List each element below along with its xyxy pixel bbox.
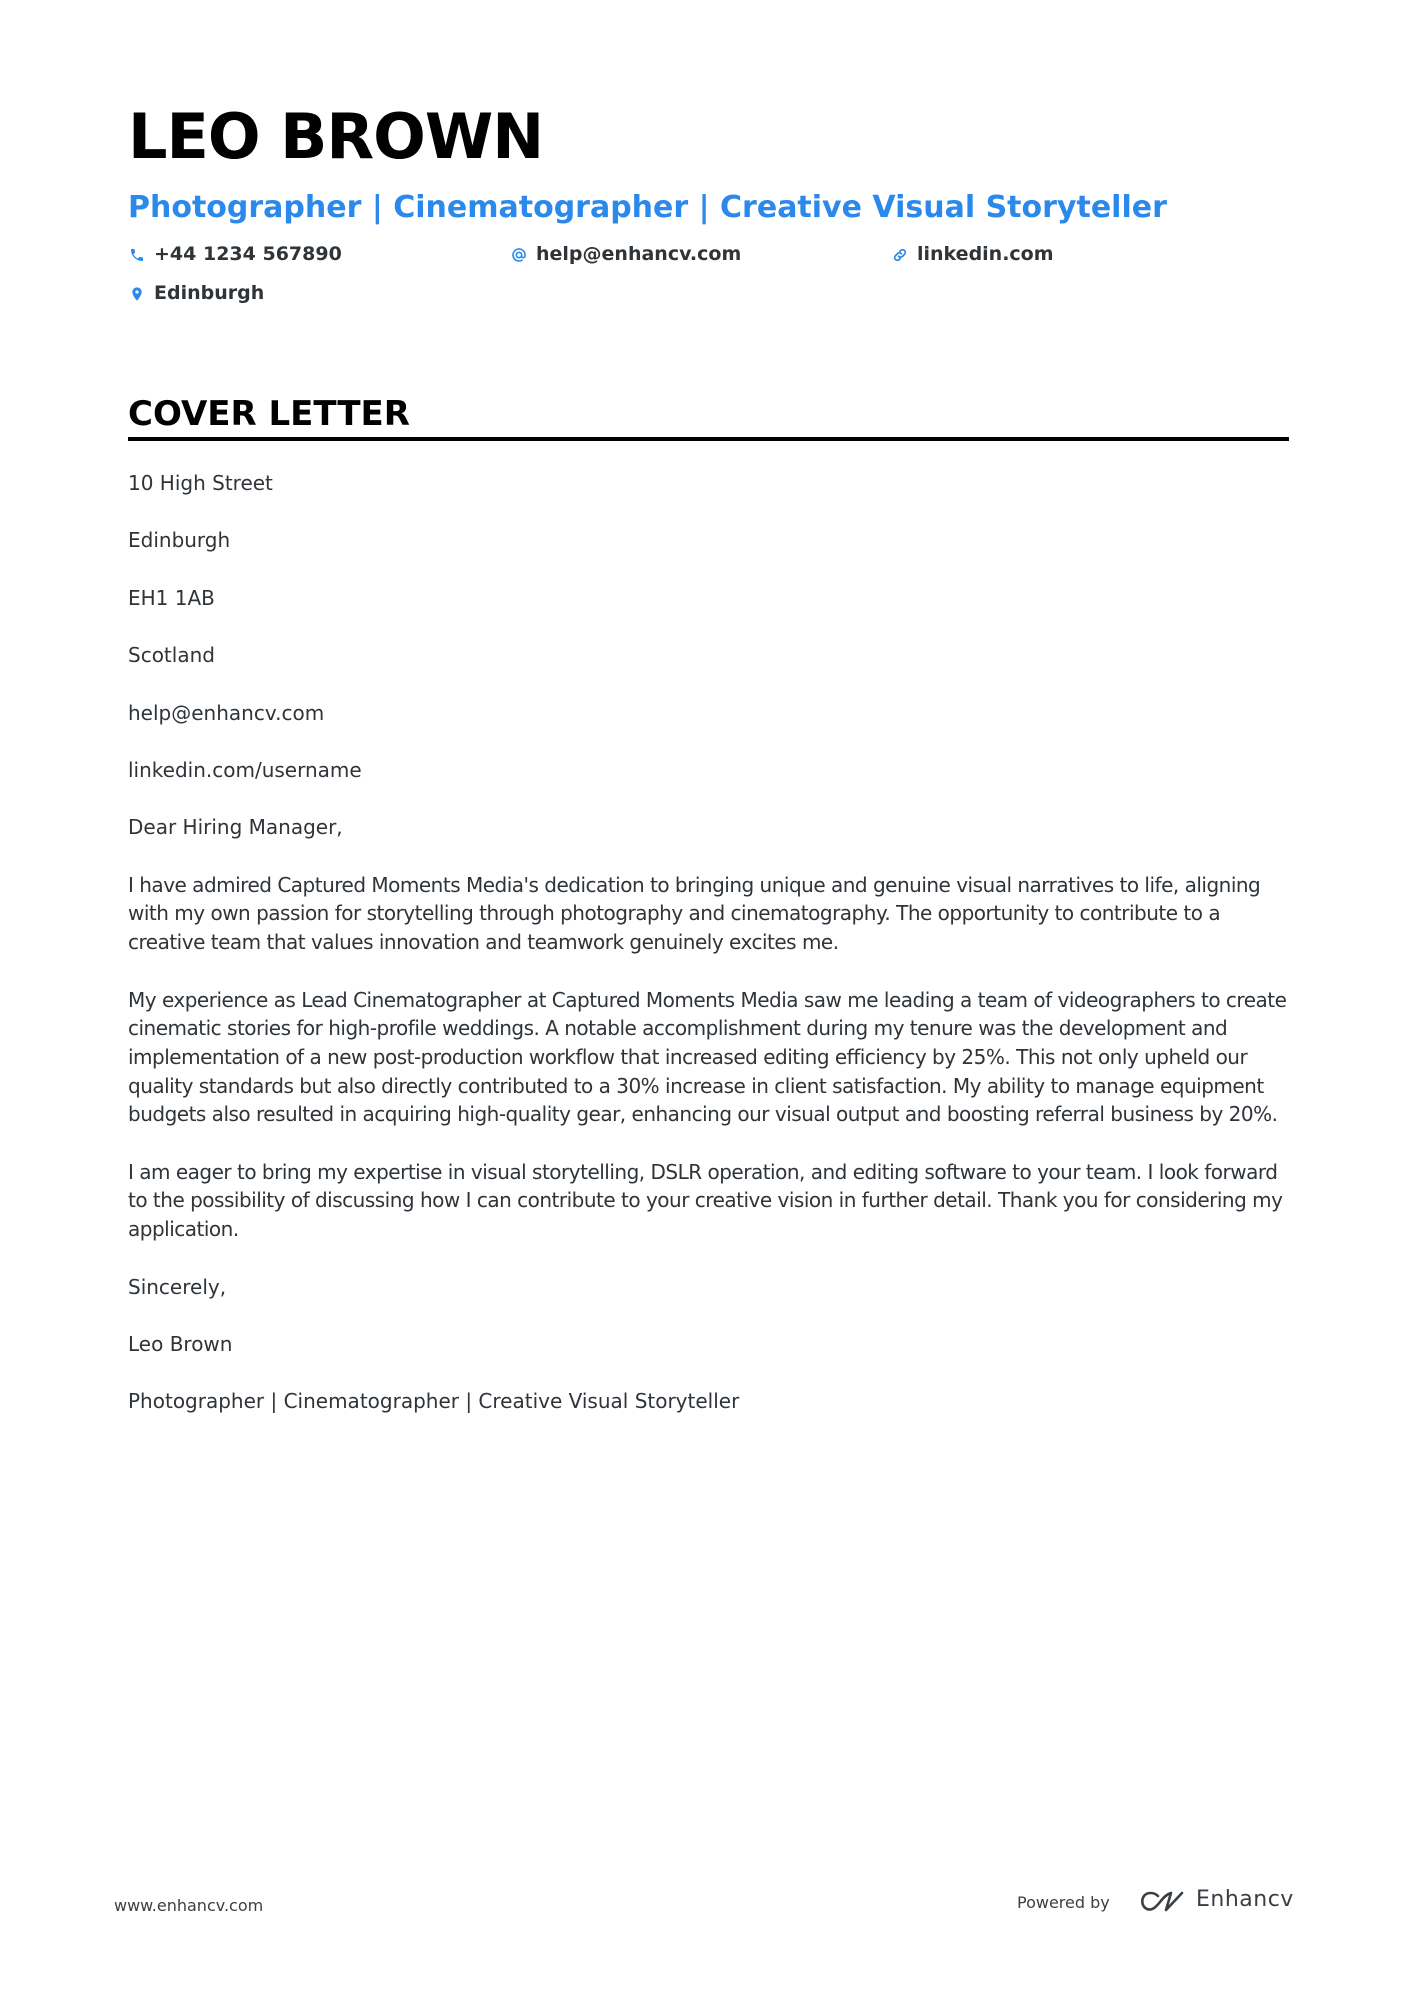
enhancv-logo-icon	[1138, 1888, 1186, 1916]
contact-email-text: help@enhancv.com	[536, 243, 742, 265]
contact-location-text: Edinburgh	[154, 282, 265, 304]
footer-website[interactable]: www.enhancv.com	[114, 1896, 264, 1915]
body-paragraph: I have admired Captured Moments Media's dedication to bringing unique and genuine visual narratives to life, aligning with my own passion for storytelling through photography and cinematography. The opportunity to contribute to a creative team that values innovation and teamwork genuinely excites me.	[128, 872, 1261, 955]
contact-location	[128, 284, 264, 303]
section-title: COVER LETTER	[128, 394, 410, 434]
body-paragraph: My experience as Lead Cinematographer at Captured Moments Media saw me leading a team of videographers to create cinematic stories for high-profile weddings. A notable accomplishment during my tenure was the development and implementation of a new post-production workflow that increased editing efficiency by 25%. This not only upheld our quality standards but also directly contributed to a 30% increase in client satisfaction. My ability to manage equipment budgets also resulted in acquiring high-quality gear, enhancing our visual output and boosting referral business by 20%.	[128, 987, 1287, 1127]
at-icon	[510, 246, 528, 264]
closing: Sincerely,	[128, 1274, 227, 1299]
map-pin-icon	[128, 285, 146, 303]
signature-title: Photographer | Cinematographer | Creative Visual Storyteller	[128, 1389, 740, 1414]
address-country: Scotland	[128, 643, 215, 668]
address-line: 10 High Street	[128, 471, 273, 495]
contact-phone	[128, 245, 342, 264]
link-icon	[891, 246, 909, 264]
candidate-name: LEO BROWN	[128, 100, 544, 173]
candidate-headline: Photographer | Cinematographer | Creative Visual Storyteller	[128, 190, 1167, 225]
phone-icon	[128, 246, 146, 264]
letter-email: help@enhancv.com	[128, 700, 325, 725]
contact-email[interactable]	[510, 245, 741, 264]
powered-by-label: Powered by	[1017, 1893, 1110, 1912]
contact-linkedin[interactable]	[891, 245, 1054, 264]
contact-linkedin-text: linkedin.com	[917, 243, 1054, 265]
contact-phone-text: +44 1234 567890	[154, 243, 342, 265]
letter-linkedin: linkedin.com/username	[128, 757, 362, 782]
section-divider	[128, 437, 1289, 441]
signature-name: Leo Brown	[128, 1331, 233, 1356]
brand-name: Enhancv	[1196, 1887, 1294, 1912]
letter-body	[128, 469, 1293, 1445]
salutation: Dear Hiring Manager,	[128, 815, 343, 840]
body-paragraph: I am eager to bring my expertise in visual storytelling, DSLR operation, and editing software to your team. I look forward to the possibility of discussing how I can contribute to your creative vision in further detail. Thank you for considering my application.	[128, 1159, 1283, 1242]
address-postcode: EH1 1AB	[128, 585, 215, 610]
address-city: Edinburgh	[128, 528, 231, 553]
